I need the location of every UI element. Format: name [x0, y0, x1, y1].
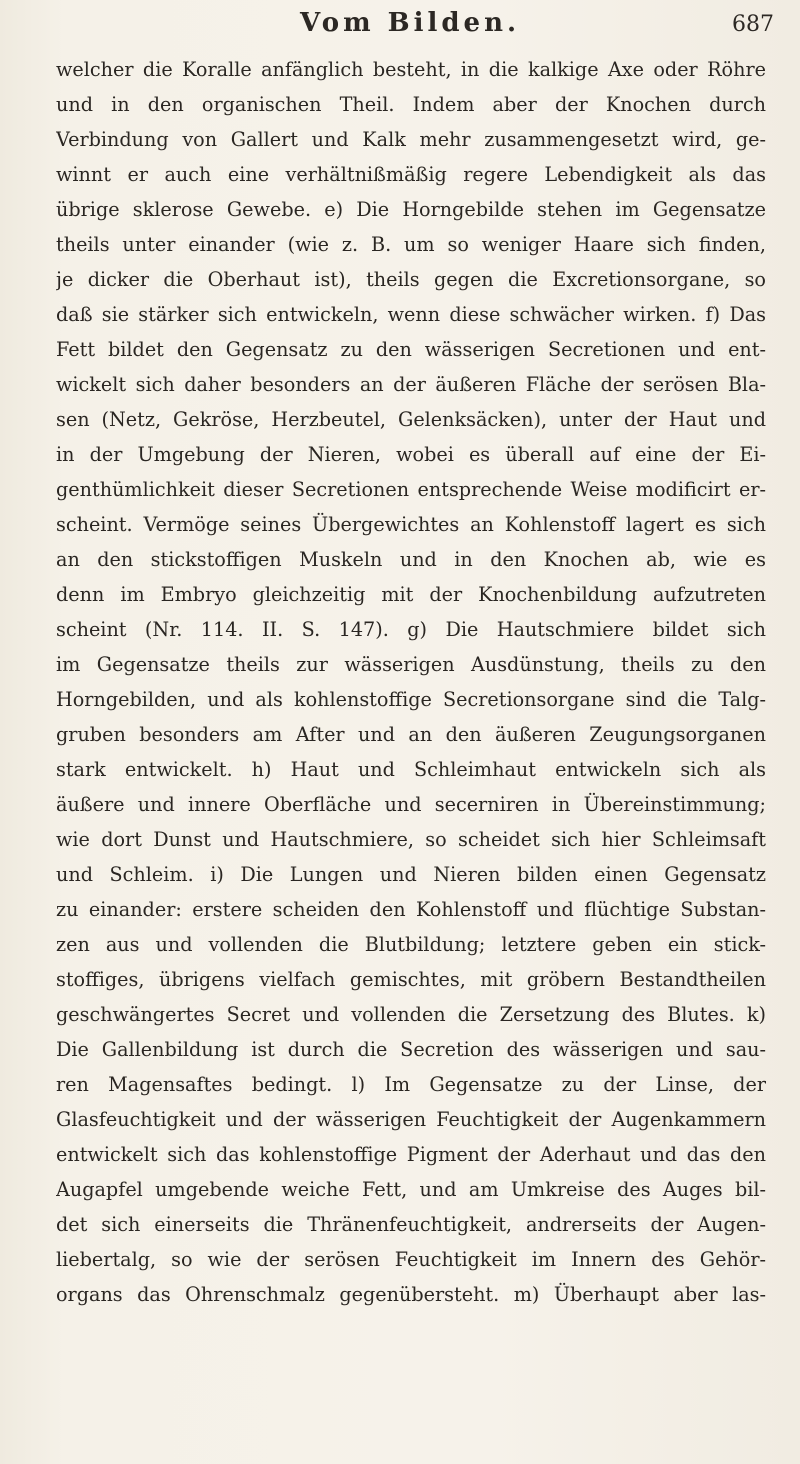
text-line: an den stickstoffigen Muskeln und in den Knochen ab, wie es — [56, 548, 766, 571]
text-line: Fett bildet den Gegensatz zu den wässerigen Secretionen und ent- — [56, 338, 766, 361]
text-line: zu einander: erstere scheiden den Kohlenstoff und flüchtige Substan- — [56, 898, 766, 921]
text-line: det sich einerseits die Thränenfeuchtigkeit, andrerseits der Augen- — [56, 1213, 766, 1236]
text-line: sen (Netz, Gekröse, Herzbeutel, Gelenksäcken), unter der Haut und — [56, 408, 766, 431]
page-number: 687 — [732, 12, 774, 37]
body-text — [56, 52, 766, 1312]
text-line: entwickelt sich das kohlenstoffige Pigment der Aderhaut und das den — [56, 1143, 766, 1166]
running-title: Vom Bilden. — [299, 8, 521, 38]
text-line: Augapfel umgebende weiche Fett, und am Umkreise des Auges bil- — [56, 1178, 766, 1201]
text-line: scheint. Vermöge seines Übergewichtes an Kohlenstoff lagert es sich — [56, 513, 766, 536]
text-line: geschwängertes Secret und vollenden die Zersetzung des Blutes. k) — [56, 1003, 766, 1026]
text-line: liebertalg, so wie der serösen Feuchtigkeit im Innern des Gehör- — [56, 1248, 766, 1271]
text-line: Horngebilden, und als kohlenstoffige Secretionsorgane sind die Talg- — [56, 688, 766, 711]
text-line: Die Gallenbildung ist durch die Secretion des wässerigen und sau- — [56, 1038, 766, 1061]
text-line: Glasfeuchtigkeit und der wässerigen Feuchtigkeit der Augenkammern — [56, 1108, 766, 1131]
text-line: im Gegensatze theils zur wässerigen Ausdünstung, theils zu den — [56, 653, 766, 676]
text-line: daß sie stärker sich entwickeln, wenn diese schwächer wirken. f) Das — [56, 303, 766, 326]
text-line: gruben besonders am After und an den äußeren Zeugungsorganen — [56, 723, 766, 746]
text-line: in der Umgebung der Nieren, wobei es überall auf eine der Ei- — [56, 443, 766, 466]
text-line: äußere und innere Oberfläche und secerniren in Übereinstimmung; — [56, 793, 766, 816]
text-line: winnt er auch eine verhältnißmäßig regere Lebendigkeit als das — [56, 163, 766, 186]
text-line: theils unter einander (wie z. B. um so weniger Haare sich finden, — [56, 233, 766, 256]
text-line: wie dort Dunst und Hautschmiere, so scheidet sich hier Schleimsaft — [56, 828, 766, 851]
text-line: je dicker die Oberhaut ist), theils gegen die Excretionsorgane, so — [56, 268, 766, 291]
text-line: genthümlichkeit dieser Secretionen entsprechende Weise modificirt er- — [56, 478, 766, 501]
text-line: scheint (Nr. 114. II. S. 147). g) Die Hautschmiere bildet sich — [56, 618, 766, 641]
page-header — [40, 2, 780, 42]
text-line: und in den organischen Theil. Indem aber der Knochen durch — [56, 93, 766, 116]
text-line: stark entwickelt. h) Haut und Schleimhaut entwickeln sich als — [56, 758, 766, 781]
text-line: organs das Ohrenschmalz gegenübersteht. m) Überhaupt aber las- — [56, 1283, 766, 1306]
text-line: übrige sklerose Gewebe. e) Die Horngebilde stehen im Gegensatze — [56, 198, 766, 221]
text-line: wickelt sich daher besonders an der äußeren Fläche der serösen Bla- — [56, 373, 766, 396]
text-line: zen aus und vollenden die Blutbildung; letztere geben ein stick- — [56, 933, 766, 956]
text-line: stoffiges, übrigens vielfach gemischtes, mit gröbern Bestandtheilen — [56, 968, 766, 991]
text-line: Verbindung von Gallert und Kalk mehr zusammengesetzt wird, ge- — [56, 128, 766, 151]
text-line: und Schleim. i) Die Lungen und Nieren bilden einen Gegensatz — [56, 863, 766, 886]
text-line: ren Magensaftes bedingt. l) Im Gegensatze zu der Linse, der — [56, 1073, 766, 1096]
text-line: denn im Embryo gleichzeitig mit der Knochenbildung aufzutreten — [56, 583, 766, 606]
text-line: welcher die Koralle anfänglich besteht, in die kalkige Axe oder Röhre — [56, 58, 766, 81]
